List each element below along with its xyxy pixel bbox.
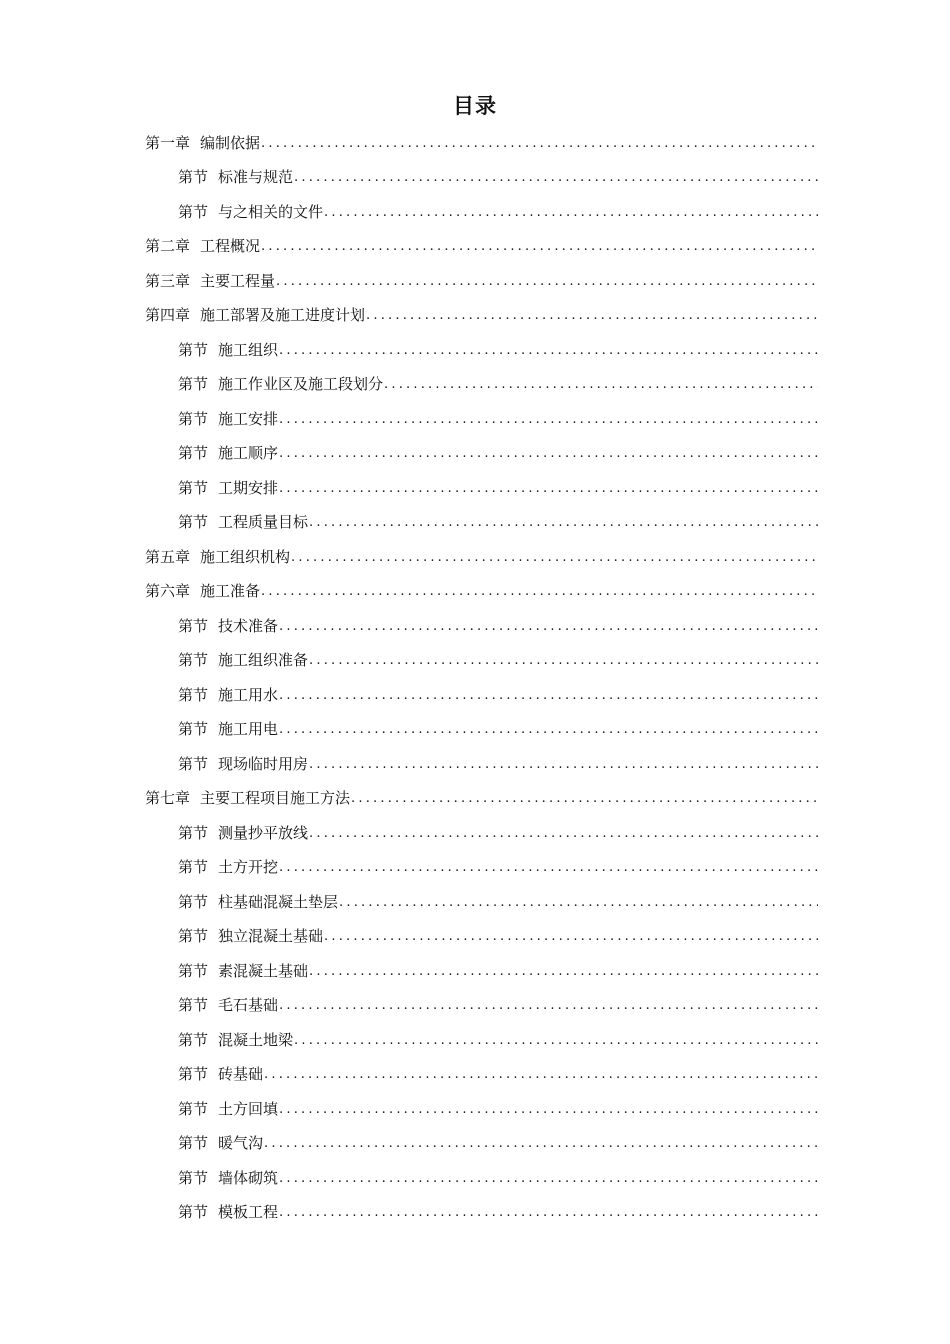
toc-section-entry[interactable]: [0, 746, 950, 781]
dot-leader: [279, 860, 818, 875]
toc-entry-title: 编制依据: [200, 133, 261, 152]
toc-section-entry[interactable]: [0, 1091, 950, 1126]
toc-entry-title: 施工组织准备: [218, 651, 309, 670]
toc-chapter-entry[interactable]: [0, 263, 950, 298]
toc-entry-label: 第节: [178, 409, 209, 428]
toc-entry-title: 施工安排: [218, 409, 279, 428]
toc-entry-label: 第节: [178, 202, 209, 221]
toc-chapter-entry[interactable]: [0, 229, 950, 264]
dot-leader: [309, 964, 818, 979]
toc-entry-label: 第四章: [145, 306, 191, 325]
dot-leader: [279, 998, 818, 1013]
dot-leader: [279, 481, 818, 496]
toc-entry-title: 柱基础混凝土垫层: [218, 892, 339, 911]
toc-entry-label: 第一章: [145, 133, 191, 152]
toc-section-entry[interactable]: [0, 1126, 950, 1161]
toc-entry-label: 第节: [178, 1134, 209, 1153]
dot-leader: [366, 308, 818, 323]
toc-entry-title: 素混凝土基础: [218, 961, 309, 980]
toc-entry-label: 第节: [178, 1203, 209, 1222]
toc-entry-title: 施工用水: [218, 685, 279, 704]
dot-leader: [309, 826, 818, 841]
toc-title: 目录: [453, 94, 497, 118]
toc-section-entry[interactable]: [0, 160, 950, 195]
toc-entry-title: 土方开挖: [218, 858, 279, 877]
toc-entry-title: 施工组织: [218, 340, 279, 359]
toc-entry-label: 第节: [178, 651, 209, 670]
toc-section-entry[interactable]: [0, 1160, 950, 1195]
toc-section-entry[interactable]: [0, 884, 950, 919]
toc-entry-label: 第三章: [145, 271, 191, 290]
dot-leader: [279, 619, 818, 634]
toc-section-entry[interactable]: [0, 1057, 950, 1092]
toc-entry-title: 工程质量目标: [218, 513, 309, 532]
toc-entry-label: 第节: [178, 478, 209, 497]
toc-entry-label: 第节: [178, 685, 209, 704]
toc-entry-label: 第节: [178, 892, 209, 911]
toc-chapter-entry[interactable]: [0, 781, 950, 816]
toc-entry-title: 与之相关的文件: [218, 202, 324, 221]
toc-entry-label: 第七章: [145, 789, 191, 808]
dot-leader: [309, 653, 818, 668]
toc-entry-title: 施工组织机构: [200, 547, 291, 566]
toc-entry-title: 施工作业区及施工段划分: [218, 375, 384, 394]
toc-entry-title: 毛石基础: [218, 996, 279, 1015]
toc-entry-label: 第节: [178, 375, 209, 394]
toc-section-entry[interactable]: [0, 505, 950, 540]
dot-leader: [279, 412, 818, 427]
toc-entry-label: 第节: [178, 616, 209, 635]
dot-leader: [309, 515, 818, 530]
toc-entry-title: 墙体砌筑: [218, 1168, 279, 1187]
dot-leader: [279, 688, 818, 703]
toc-entry-title: 测量抄平放线: [218, 823, 309, 842]
toc-section-entry[interactable]: [0, 367, 950, 402]
toc-entry-label: 第节: [178, 168, 209, 187]
toc-entry-title: 工期安排: [218, 478, 279, 497]
toc-entry-label: 第节: [178, 823, 209, 842]
dot-leader: [261, 584, 818, 599]
dot-leader: [351, 791, 818, 806]
toc-chapter-entry[interactable]: [0, 298, 950, 333]
toc-entry-title: 独立混凝土基础: [218, 927, 324, 946]
dot-leader: [384, 377, 818, 392]
toc-entry-label: 第节: [178, 340, 209, 359]
toc-entry-title: 土方回填: [218, 1099, 279, 1118]
dot-leader: [279, 343, 818, 358]
toc-section-entry[interactable]: [0, 436, 950, 471]
toc-section-entry[interactable]: [0, 332, 950, 367]
toc-entry-title: 施工顺序: [218, 444, 279, 463]
toc-entry-label: 第六章: [145, 582, 191, 601]
toc-entry-title: 模板工程: [218, 1203, 279, 1222]
toc-entry-label: 第节: [178, 513, 209, 532]
toc-section-entry[interactable]: [0, 712, 950, 747]
toc-entry-title: 混凝土地梁: [218, 1030, 294, 1049]
toc-section-entry[interactable]: [0, 608, 950, 643]
toc-section-entry[interactable]: [0, 919, 950, 954]
toc-entry-title: 主要工程量: [200, 271, 276, 290]
dot-leader: [309, 757, 818, 772]
toc-section-entry[interactable]: [0, 677, 950, 712]
toc-entry-title: 标准与规范: [218, 168, 294, 187]
toc-entry-title: 砖基础: [218, 1065, 264, 1084]
dot-leader: [264, 1136, 818, 1151]
toc-entry-label: 第节: [178, 1168, 209, 1187]
dot-leader: [279, 1171, 818, 1186]
toc-section-entry[interactable]: [0, 988, 950, 1023]
dot-leader: [261, 136, 818, 151]
toc-entry-title: 暖气沟: [218, 1134, 264, 1153]
toc-entry-label: 第节: [178, 444, 209, 463]
toc-entry-label: 第节: [178, 1099, 209, 1118]
toc-entry-title: 主要工程项目施工方法: [200, 789, 351, 808]
dot-leader: [276, 274, 818, 289]
dot-leader: [279, 722, 818, 737]
toc-section-entry[interactable]: [0, 643, 950, 678]
dot-leader: [279, 1102, 818, 1117]
toc-section-entry[interactable]: [0, 850, 950, 885]
dot-leader: [324, 205, 818, 220]
toc-section-entry[interactable]: [0, 194, 950, 229]
toc-entry-label: 第节: [178, 1065, 209, 1084]
toc-entry-label: 第节: [178, 927, 209, 946]
toc-section-entry[interactable]: [0, 401, 950, 436]
toc-entry-label: 第二章: [145, 237, 191, 256]
toc-section-entry[interactable]: [0, 470, 950, 505]
toc-entry-title: 现场临时用房: [218, 754, 309, 773]
toc-chapter-entry[interactable]: [0, 574, 950, 609]
toc-section-entry[interactable]: [0, 815, 950, 850]
toc-section-entry[interactable]: [0, 953, 950, 988]
dot-leader: [291, 550, 818, 565]
toc-entry-title: 施工准备: [200, 582, 261, 601]
toc-entry-title: 技术准备: [218, 616, 279, 635]
dot-leader: [294, 1033, 818, 1048]
toc-section-entry[interactable]: [0, 1022, 950, 1057]
toc-entry-label: 第节: [178, 754, 209, 773]
toc-entry-title: 施工用电: [218, 720, 279, 739]
toc-entry-label: 第节: [178, 996, 209, 1015]
dot-leader: [294, 170, 818, 185]
toc-entry-label: 第节: [178, 720, 209, 739]
toc-entry-label: 第节: [178, 961, 209, 980]
toc-entry-title: 施工部署及施工进度计划: [200, 306, 366, 325]
toc-entry-label: 第节: [178, 858, 209, 877]
toc-chapter-entry[interactable]: [0, 539, 950, 574]
dot-leader: [279, 1205, 818, 1220]
toc-section-entry[interactable]: [0, 1195, 950, 1230]
dot-leader: [261, 239, 818, 254]
dot-leader: [324, 929, 818, 944]
dot-leader: [339, 895, 818, 910]
toc-entry-label: 第五章: [145, 547, 191, 566]
toc-entry-label: 第节: [178, 1030, 209, 1049]
toc-list: [0, 125, 950, 1229]
dot-leader: [279, 446, 818, 461]
toc-chapter-entry[interactable]: [0, 125, 950, 160]
dot-leader: [264, 1067, 818, 1082]
toc-entry-title: 工程概况: [200, 237, 261, 256]
